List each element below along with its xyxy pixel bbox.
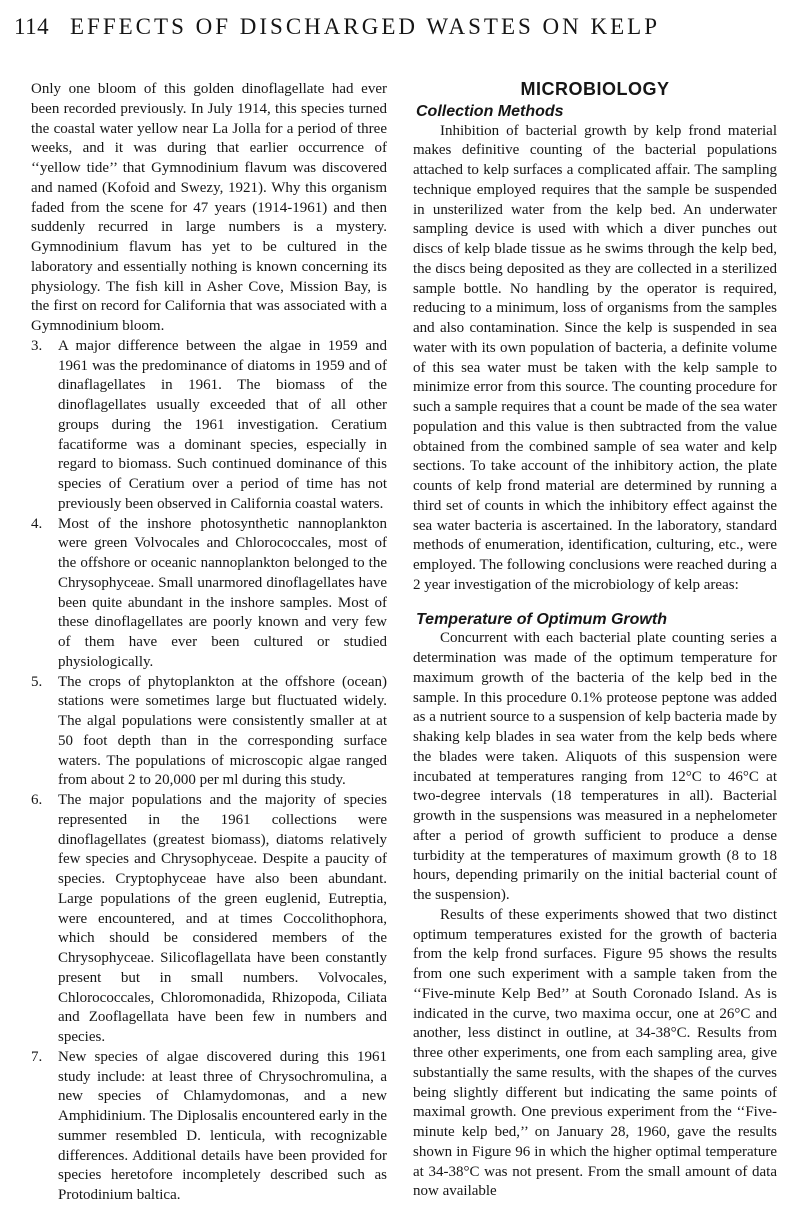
continuation-paragraph: Only one bloom of this golden dinoflagellate had ever been recorded previously. In July 1914, this species turned the coastal water yellow near La Jolla for a period of three weeks, and it was during that earlier occurrence of ‘‘yellow tide’’ that Gymnodinium flavum was discovered and named (Kofoid and Swezy, 1921). Why this organism faded from the scene for 47 years (1914-1961) and then suddenly recurred in large numbers is a mystery. Gymnodinium flavum has yet to be cultured in the laboratory and essentially nothing is known concerning its physiology. The fish kill in Asher Cove, Mission Bay, is the first on record for California that was associated with a Gymnodinium bloom. — [31, 81, 387, 334]
temperature-paragraph-2: Results of these experiments showed that two distinct optimum temperatures existed for the growth of bacteria from the kelp frond surfaces. Figure 95 shows the results from one such experiment with a sample taken from the ‘‘Five-minute Kelp Bed’’ at South Coronado Island. As is indicated in the curve, two maxima occur, one at 26°C and another, less distinct in outline, at 34-38°C. Results from three other experiments, one from each sampling area, give substantially the same results, with the shapes of the curves being slightly different but indicating the same points of maximal growth. One previous experiment from the ‘‘Five-minute kelp bed,’’ on January 28, 1960, gave the results shown in Figure 96 in which the higher optimal temperature at 34-38°C was not present. From the small amount of data now available — [413, 906, 777, 1200]
numbered-item-6 — [31, 791, 387, 1048]
item-text: New species of algae discovered during this 1961 study include: at least three of Chrysochromulina, a new species of Chlamydomonas, and a new Amphidinium. The Diplosalis encountered early in the summer resembled D. lenticula, with recognizable differences. Additional details have been provided for species heretofore incompletely described such as Protodinium baltica. — [58, 1048, 387, 1203]
temperature-heading: Temperature of Optimum Growth — [416, 610, 667, 628]
item-text: A major difference between the algae in 1959 and 1961 was the predominance of diatoms in 1959 and of dinaflagellates in 1961. The biomass of the dinoflagellates usually exceeded that of all other groups during the 1961 investigation. Ceratium facatiforme was a dominant species, especially in regard to biomass. Such continued dominance of this species of Ceratium over a period of time has not previously been observed in California coastal waters. — [58, 337, 387, 512]
temperature-paragraph-1: Concurrent with each bacterial plate counting series a determination was made of the optimum temperature for maximum growth of the bacteria of the kelp bed in the sample. In this procedure 0.1% proteose peptone was added as a nutrient source to a suspension of kelp bacteria made by shaking kelp blades in sea water from the kelp beds where the blades were taken. Aliquots of this suspension were incubated at temperatures ranging from 12°C to 46°C at two-degree intervals (18 temperatures in all). Bacterial growth in the suspensions was measured in a nephelometer after a period of growth sufficient to produce a dense turbidity at the temperatures of maximum growth (8 to 18 hours, depending primarily on the initial bacterial count of the suspension). — [413, 630, 777, 903]
collection-methods-heading: Collection Methods — [416, 102, 564, 120]
right-column — [413, 80, 777, 1202]
numbered-item-7 — [31, 1048, 387, 1206]
numbered-item-5 — [31, 673, 387, 792]
item-number: 5. — [31, 673, 43, 690]
item-text: The crops of phytoplankton at the offshore (ocean) stations were sometimes large but fluctuated widely. The algal populations were consistently smaller at at 50 foot depth than in the corresponding surface waters. The populations of microscopic algae ranged from about 2 to 20,000 per ml during this study. — [58, 673, 387, 789]
numbered-item-3 — [31, 337, 387, 515]
page-number: 114 — [14, 14, 50, 39]
item-number: 4. — [31, 515, 43, 532]
item-number: 7. — [31, 1048, 43, 1065]
item-number: 6. — [31, 792, 43, 808]
section-title: MICROBIOLOGY — [520, 79, 670, 99]
running-title: EFFECTS OF DISCHARGED WASTES ON KELP — [70, 14, 661, 39]
numbered-item-4 — [31, 515, 387, 673]
left-column — [31, 80, 387, 1206]
page-header — [0, 14, 800, 54]
item-text: The major populations and the majority of species represented in the 1961 collections were dinoflagellates (greatest biomass), diatoms relatively few species and Chrysophyceae. Despite a paucity of species. Cryptophyceae have also been abundant. Large populations of the green euglenid, Eutreptia, were encountered, and at times Coccolithophora, which should be considered members of the Chrysophyceae. Silicoflagellata have been constantly present but in small numbers. Volvocales, Chlorococcales, Chloromonadida, Rhizopoda, Ciliata and Zooflagellata have been few in numbers and species. — [58, 792, 387, 1045]
item-text: Most of the inshore photosynthetic nannoplankton were green Volvocales and Chlorococcales, most of the offshore or oceanic nannoplankton belonged to the Chrysophyceae. Small unarmored dinoflagellates have been quite abundant in the inshore samples. Most of these dinoflagellates are poorly known and very few of them have ever been cultured or studied physiologically. — [58, 515, 387, 670]
collection-methods-paragraph: Inhibition of bacterial growth by kelp frond material makes definitive counting of the bacterial populations attached to kelp surfaces a complicated affair. The sampling technique employed requires that the sample be suspended in unsterilized water from the kelp bed. An underwater sampling device is used with which a diver punches out discs of kelp blade tissue as he swims through the kelp bed, the discs being deposited as they are collected in a sterilized sample bottle. No handling by the operator is required, reducing to a minimum, loss of organisms from the samples and also contamination. Since the kelp is suspended in sea water with its own population of bacteria, a definite volume of this sea water must be taken with the kelp sample to minimize error from this source. The counting procedure for such a sample requires that a count be made of the sea water population and this value is then subtracted from the value obtained from the combined sample of sea water and kelp sections. To take account of the inhibitory action, the plate counts of kelp frond material are determined by running a third set of counts in which the inhibitory effect against the sea water bacteria is ascertained. In the laboratory, standard methods of enumeration, identification, culturing, etc., were employed. The following conclusions were reached during a 2 year investigation of the microbiology of kelp areas: — [413, 122, 777, 593]
item-number: 3. — [31, 337, 43, 354]
